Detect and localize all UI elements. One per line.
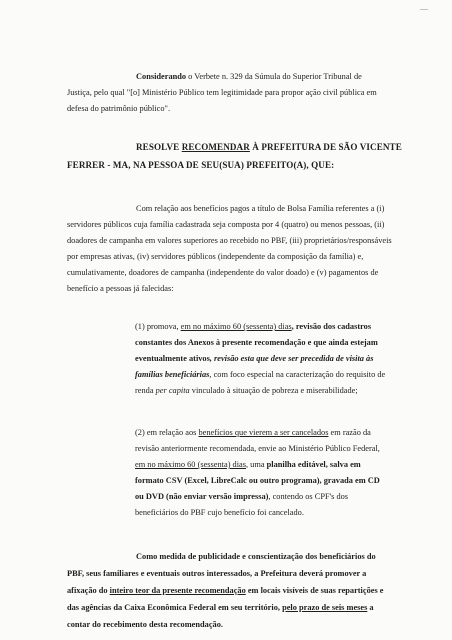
paragraph-beneficios-line-1: Com relação aos benefícios pagos a título de Bolsa Família referentes a (i) xyxy=(136,204,385,213)
paragraph-considerando-line-2: Justiça, pelo qual "[o] Ministério Público tem legitimidade para propor ação civil pública em xyxy=(67,88,377,97)
page-corner-mark: — xyxy=(420,4,428,13)
paragraph-beneficios-line-2: servidores públicos cuja família cadastrada seja composta por 4 (quatro) ou menos pessoas, (ii) xyxy=(67,220,385,229)
paragraph-publicidade-line-3: afixação do inteiro teor da presente recomendação em locais visíveis de suas repartições e xyxy=(67,586,384,595)
paragraph-beneficios-line-6: benefício a pessoas já falecidas: xyxy=(67,284,174,293)
resolve-heading-line-1: RESOLVE RECOMENDAR À PREFEITURA DE SÃO VICENTE xyxy=(136,142,402,152)
item-2-line-2: revisão anteriormente recomendada, envie ao Ministério Público Federal, xyxy=(135,444,380,453)
item-1-line-3: eventualmente ativos, revisão esta que deve ser precedida de visita às xyxy=(135,354,374,363)
recomendar-keyword: RECOMENDAR xyxy=(181,142,250,152)
paragraph-considerando-line-3: defesa do patrimônio público". xyxy=(67,104,171,113)
paragraph-considerando-line-1: Considerando o Verbete n. 329 da Súmula do Superior Tribunal de xyxy=(136,72,362,81)
resolve-heading-line-2: FERRER - MA, NA PESSOA DE SEU(SUA) PREFEITO(A), QUE: xyxy=(67,160,335,170)
item-2-line-3: em no máximo 60 (sessenta) dias, uma planilha editável, salva em xyxy=(135,460,361,469)
paragraph-publicidade-line-2: PBF, seus familiares e eventuais outros interessados, a Prefeitura deverá promover a xyxy=(67,569,367,578)
paragraph-beneficios-line-4: por empresas ativas, (iv) servidores públicos (independente da composição da família) e, xyxy=(67,252,364,261)
item-2-line-1: (2) em relação aos benefícios que vierem a ser cancelados em razão da xyxy=(135,428,371,437)
paragraph-publicidade-line-5: contar do recebimento desta recomendação. xyxy=(67,620,223,629)
item-2-line-5: ou DVD (não enviar versão impressa), contendo os CPF's dos xyxy=(135,492,349,501)
item-1-line-4: famílias beneficiárias, com foco especial na caracterização do requisito de xyxy=(135,370,386,379)
item-2-line-4: formato CSV (Excel, LibreCalc ou outro programa), gravada em CD xyxy=(135,476,380,485)
paragraph-publicidade-line-4: das agências da Caixa Econômica Federal em seu território, pelo prazo de seis meses a xyxy=(67,603,374,612)
item-1-line-5: renda per capita vinculado à situação de pobreza e miserabilidade; xyxy=(135,386,358,395)
paragraph-beneficios-line-5: cumulativamente, doadores de campanha (independente do valor doado) e (v) pagamentos de xyxy=(67,268,379,277)
paragraph-publicidade-line-1: Como medida de publicidade e conscientização dos beneficiários do xyxy=(136,552,376,561)
paragraph-beneficios-line-3: doadores de campanha em valores superiores ao recebido no PBF, (iii) proprietários/responsáveis xyxy=(67,236,392,245)
item-2-line-6: beneficiários do PBF cujo benefício foi cancelado. xyxy=(135,508,304,517)
considerando-keyword: Considerando xyxy=(136,72,187,81)
item-1-line-1: (1) promova, em no máximo 60 (sessenta) dias, revisão dos cadastros xyxy=(135,322,372,331)
item-1-line-2: constantes dos Anexos à presente recomendação e que ainda estejam xyxy=(135,338,378,347)
